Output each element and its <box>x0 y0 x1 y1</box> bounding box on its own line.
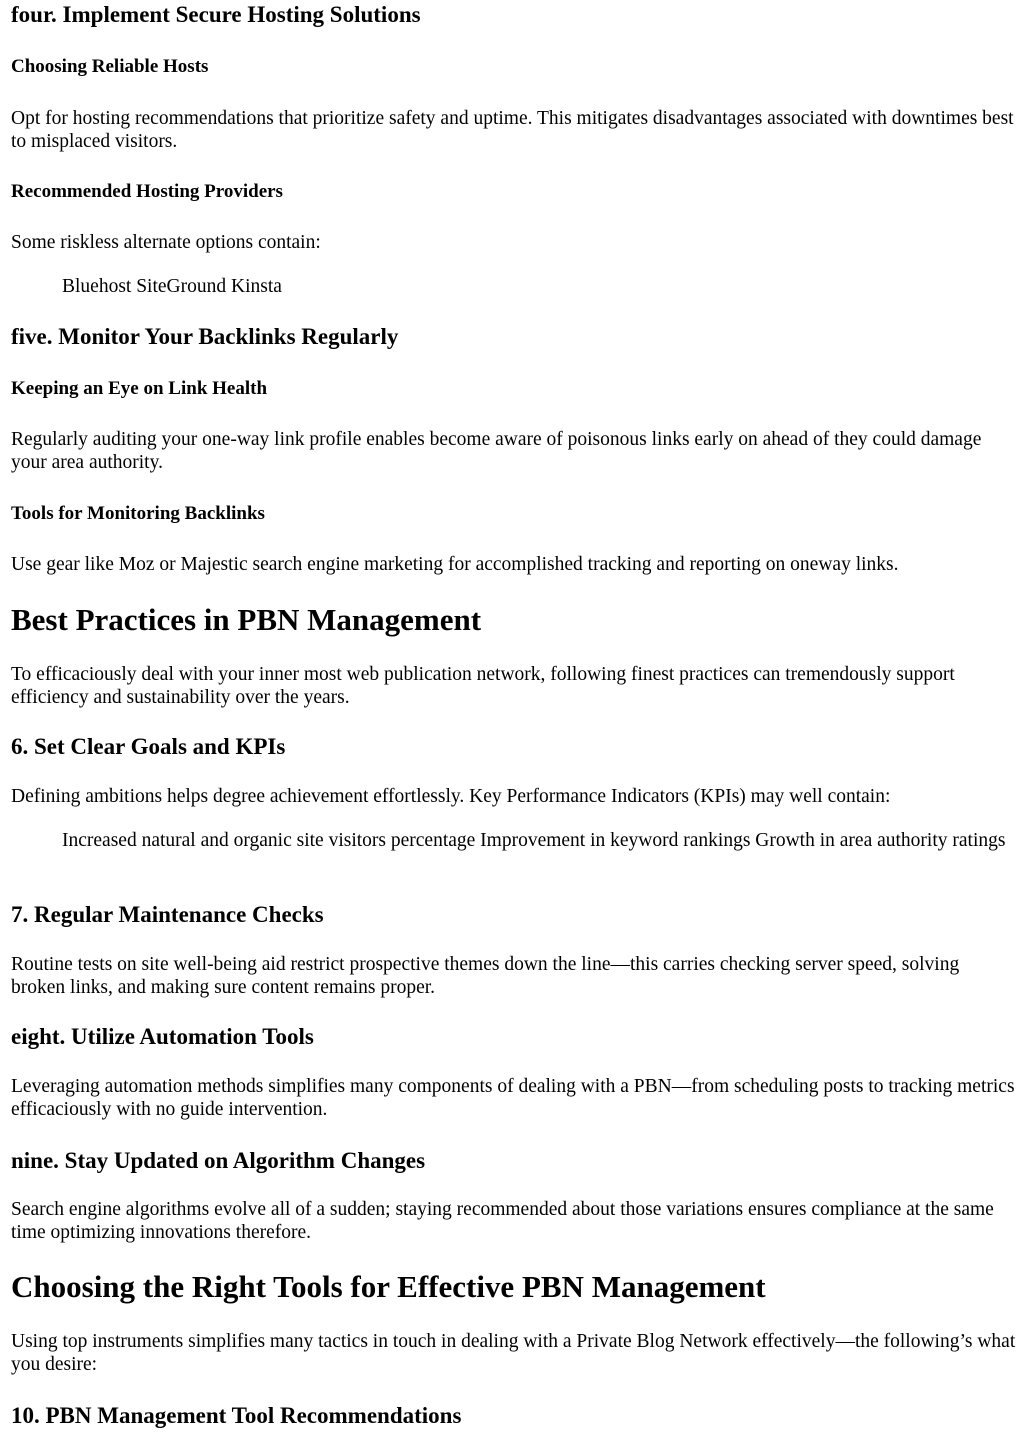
paragraph-algorithm-changes: Search engine algorithms evolve all of a sudden; staying recommended about those variations ensures compliance at the same time optimizing innovations therefore. <box>11 1199 994 1243</box>
section-heading-automation-tools: eight. Utilize Automation Tools <box>11 1024 314 1049</box>
subheading-choosing-reliable-hosts: Choosing Reliable Hosts <box>11 56 209 77</box>
paragraph-best-practices-intro: To efficaciously deal with your inner most web publication network, following finest practices can tremendously support efficiency and sustainability over the years. <box>11 664 955 708</box>
paragraph-choosing-tools-intro: Using top instruments simplifies many tactics in touch in dealing with a Private Blog Network effectively—the following’s what you desire: <box>11 1331 1016 1375</box>
section-heading-tool-recommendations: 10. PBN Management Tool Recommendations <box>11 1403 462 1428</box>
list-hosting-providers: Bluehost SiteGround Kinsta <box>62 276 282 297</box>
section-heading-algorithm-changes: nine. Stay Updated on Algorithm Changes <box>11 1148 426 1173</box>
subheading-recommended-hosting-providers: Recommended Hosting Providers <box>11 181 283 202</box>
subheading-tools-monitoring-backlinks: Tools for Monitoring Backlinks <box>11 503 265 524</box>
paragraph-riskless-options: Some riskless alternate options contain: <box>11 232 321 253</box>
paragraph-automation-tools: Leveraging automation methods simplifies many components of dealing with a PBN—from scheduling posts to tracking metrics efficaciously with no guide intervention. <box>11 1076 1015 1120</box>
paragraph-maintenance-checks: Routine tests on site well-being aid restrict prospective themes down the line—this carries checking server speed, solving broken links, and making sure content remains proper. <box>11 954 960 998</box>
heading-best-practices: Best Practices in PBN Management <box>11 602 482 637</box>
paragraph-reliable-hosts: Opt for hosting recommendations that prioritize safety and uptime. This mitigates disadvantages associated with downtimes best to misplaced visitors. <box>11 108 1014 152</box>
list-kpis: Increased natural and organic site visitors percentage Improvement in keyword rankings Growth in area authority ratings <box>62 830 1006 851</box>
heading-choosing-right-tools: Choosing the Right Tools for Effective PBN Management <box>11 1269 766 1304</box>
section-heading-secure-hosting: four. Implement Secure Hosting Solutions <box>11 2 421 27</box>
section-heading-goals-kpis: 6. Set Clear Goals and KPIs <box>11 734 286 759</box>
section-heading-maintenance-checks: 7. Regular Maintenance Checks <box>11 902 324 927</box>
paragraph-monitoring-tools: Use gear like Moz or Majestic search engine marketing for accomplished tracking and reporting on oneway links. <box>11 554 899 575</box>
section-heading-monitor-backlinks: five. Monitor Your Backlinks Regularly <box>11 324 399 349</box>
paragraph-link-health: Regularly auditing your one-way link profile enables become aware of poisonous links early on ahead of they could damage your area authority. <box>11 429 982 473</box>
subheading-link-health: Keeping an Eye on Link Health <box>11 378 268 399</box>
paragraph-goals-kpis: Defining ambitions helps degree achievement effortlessly. Key Performance Indicators (KPIs) may well contain: <box>11 786 891 807</box>
